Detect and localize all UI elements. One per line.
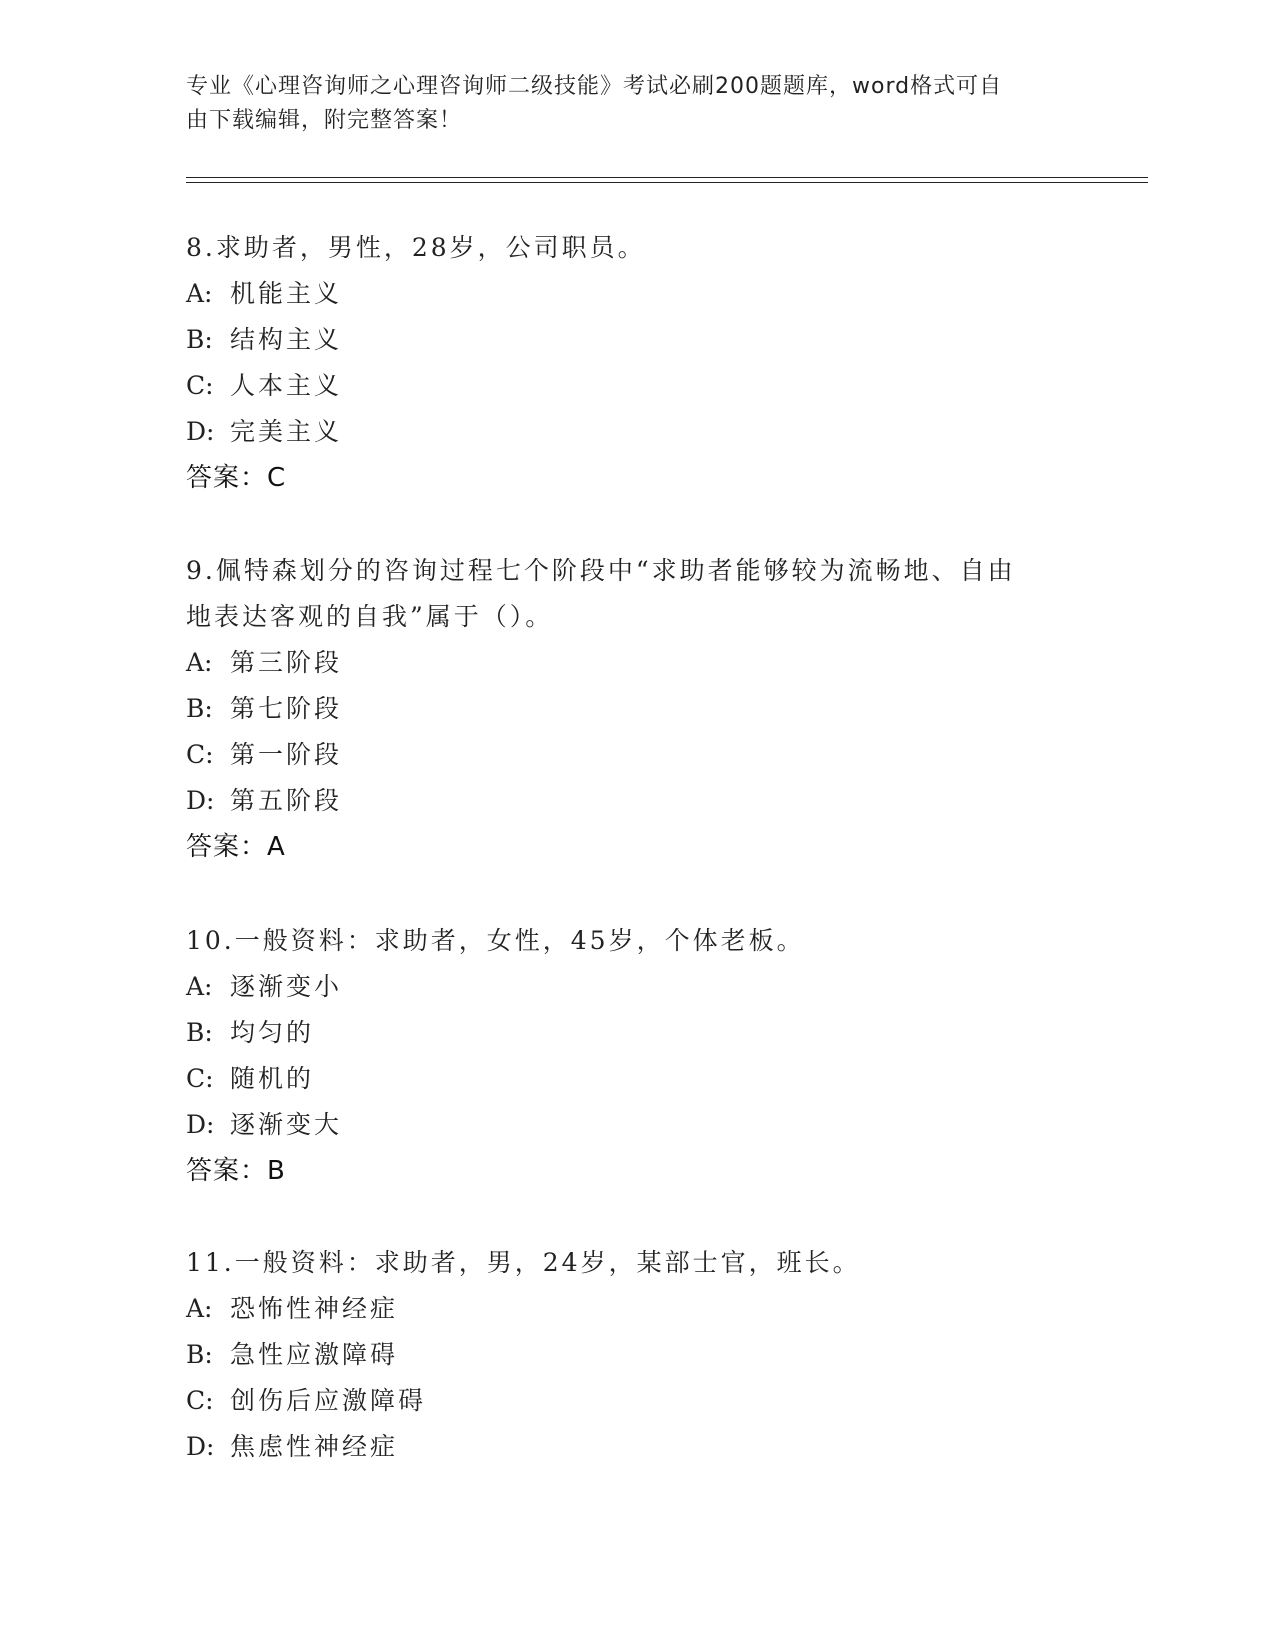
- question-9: [186, 548, 1086, 870]
- option-d: D: 逐渐变大: [186, 1110, 343, 1139]
- question-stem-continued: 地表达客观的自我”属于（）。: [186, 602, 554, 631]
- option-c: C: 人本主义: [186, 371, 343, 400]
- option-d: D: 第五阶段: [186, 786, 343, 815]
- header-line-2: 由下载编辑，附完整答案！: [186, 108, 463, 133]
- question-stem: 8.求助者，男性，28岁，公司职员。: [186, 233, 646, 262]
- question-8: [186, 225, 1086, 501]
- question-stem: 11.一般资料：求助者，男，24岁，某部士官，班长。: [186, 1248, 861, 1277]
- header-line-1: 专业《心理咨询师之心理咨询师二级技能》考试必刷200题题库，word格式可自: [186, 74, 1003, 99]
- option-a: A: 恐怖性神经症: [186, 1294, 399, 1323]
- option-c: C: 第一阶段: [186, 740, 343, 769]
- option-c: C: 随机的: [186, 1064, 315, 1093]
- option-d: D: 焦虑性神经症: [186, 1432, 399, 1461]
- option-a: A: 逐渐变小: [186, 972, 343, 1001]
- option-b: B: 均匀的: [186, 1018, 315, 1047]
- answer: 答案：B: [186, 1156, 286, 1186]
- question-11: [186, 1240, 1086, 1470]
- question-10: [186, 918, 1086, 1194]
- option-b: B: 结构主义: [186, 325, 343, 354]
- question-stem: 9.佩特森划分的咨询过程七个阶段中“求助者能够较为流畅地、自由: [186, 556, 1016, 585]
- question-stem: 10.一般资料：求助者，女性，45岁，个体老板。: [186, 926, 805, 955]
- option-a: A: 机能主义: [186, 279, 343, 308]
- header-divider-bottom: [186, 182, 1148, 183]
- option-b: B: 急性应激障碍: [186, 1340, 399, 1369]
- header-divider-top: [186, 177, 1148, 178]
- option-a: A: 第三阶段: [186, 648, 343, 677]
- answer: 答案：C: [186, 463, 287, 493]
- option-c: C: 创伤后应激障碍: [186, 1386, 427, 1415]
- option-d: D: 完美主义: [186, 417, 343, 446]
- answer: 答案：A: [186, 832, 286, 862]
- option-b: B: 第七阶段: [186, 694, 343, 723]
- document-header: [186, 70, 1066, 138]
